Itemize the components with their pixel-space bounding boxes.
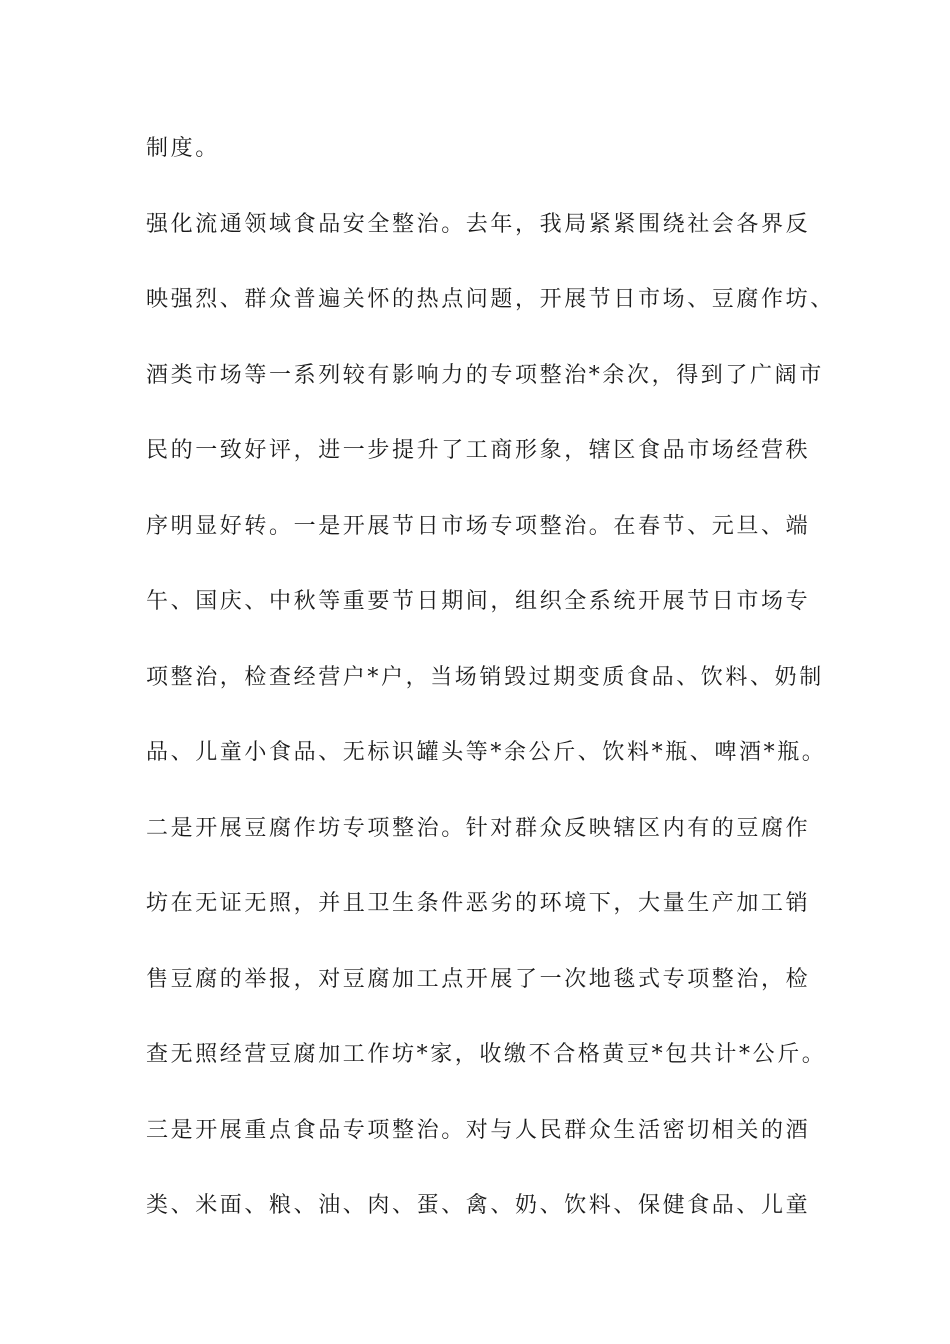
- text-line: 项整治，检查经营户*户，当场销毁过期变质食品、饮料、奶制: [146, 665, 824, 690]
- text-line: 午、国庆、中秋等重要节日期间，组织全系统开展节日市场专: [146, 589, 811, 614]
- text-line: 查无照经营豆腐加工作坊*家，收缴不合格黄豆*包共计*公斤。: [146, 1042, 827, 1067]
- text-line: 民的一致好评，进一步提升了工商形象，辖区食品市场经营秩: [146, 438, 811, 463]
- text-line: 类、米面、粮、油、肉、蛋、禽、奶、饮料、保健食品、儿童: [146, 1193, 811, 1218]
- text-line: 酒类市场等一系列较有影响力的专项整治*余次，得到了广阔市: [146, 363, 824, 388]
- text-line: 坊在无证无照，并且卫生条件恶劣的环境下，大量生产加工销: [146, 891, 811, 916]
- text-line: 三是开展重点食品专项整治。对与人民群众生活密切相关的酒: [146, 1118, 811, 1143]
- text-line: 品、儿童小食品、无标识罐头等*余公斤、饮料*瓶、啤酒*瓶。: [146, 740, 827, 765]
- text-line: 售豆腐的举报，对豆腐加工点开展了一次地毯式专项整治，检: [146, 967, 811, 992]
- text-line: 映强烈、群众普遍关怀的热点问题，开展节日市场、豆腐作坊、: [146, 287, 835, 312]
- text-line: 制度。: [146, 136, 220, 161]
- text-line: 强化流通领域食品安全整治。去年，我局紧紧围绕社会各界反: [146, 212, 811, 237]
- text-line: 二是开展豆腐作坊专项整治。针对群众反映辖区内有的豆腐作: [146, 816, 811, 841]
- text-line: 序明显好转。一是开展节日市场专项整治。在春节、元旦、端: [146, 514, 811, 539]
